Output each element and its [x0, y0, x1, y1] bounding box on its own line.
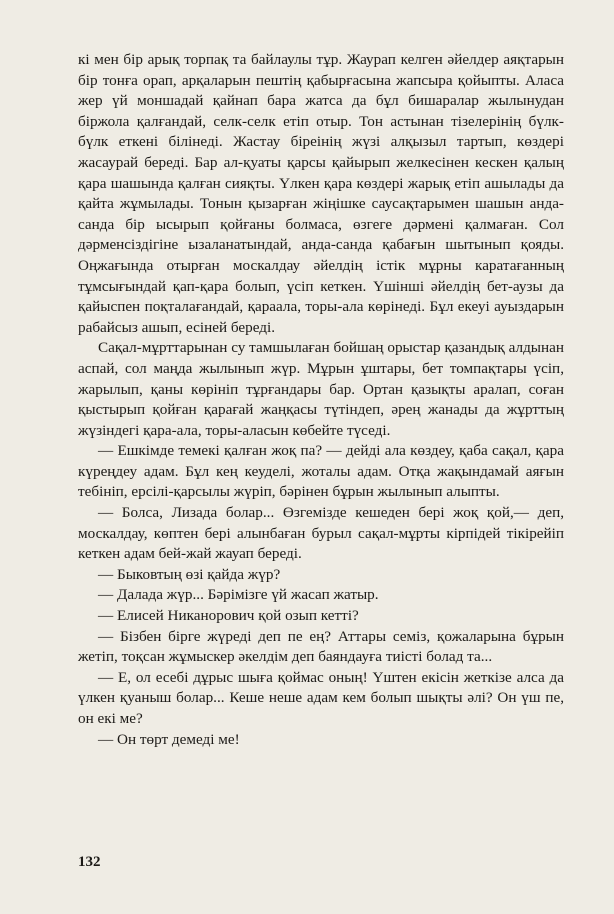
dialogue-line-4: — Далада жүр... Бәрімізге үй жасап жатыр.	[98, 586, 379, 604]
paragraph-2: Сақал-мұрттарынан су тамшылаған бойшаң орыстар қазандық алдынан аспай, сол маңда жылынып жүр. Мұрын ұштары, бет томпақтары үсіп, жарылып, қаны көрініп тұрғандары бар. Ортан қазықты аралап, соған қыстырып қойған қарағай жаңқасы түтіндеп, әрең жанады да жұрттың жүзіндегі қара-ала, торы-аласын көбейте түседі.	[78, 339, 564, 439]
dialogue-line-6: — Бізбен бірге жүреді деп пе ең? Аттары семіз, қожаларына бұрын жетіп, тоқсан жұмыскер әкелдім деп баяндауға тиісті болад та...	[78, 627, 564, 666]
dialogue-line-5: — Елисей Никанорович қой озып кетті?	[98, 607, 359, 625]
dialogue-line-3: — Быковтың өзі қайда жүр?	[98, 565, 281, 583]
page-body-text	[78, 50, 564, 750]
paragraph-1: кі мен бір арық торпақ та байлаулы тұр. Жаурап келген әйелдер аяқтарын бір тонға орап, арқаларын пештің қабырғасына жапсыра қойыпты. Аласа жер үй моншадай қайнап бара жатса да бұл бишаралар жылынудан біржола қалғандай, селк-селк етіп отыр. Тон астынан тізелерінің бүлк-бүлк еткені білінеді. Жастау біреінің жүзі алқызыл тартып, көздері жасаурай береді. Бар ал-қуаты қарсы қайырып желкесінен кескен қалың қара шашында қалған сияқты. Үлкен қара көздері жарық етіп ашылады да қайта жұмылады. Тонын қызарған жіңішке саусақтарымен шашын анда-санда бір ысырып қойғаны болмаса, өзгеге дәрмені қалмаған. Сол дәрменсіздігіне ызаланатындай, анда-санда қабағын шытынып қояды. Оңжағында отырған москалдау әйелдің істік мұрны каратағанның тұмсығындай қап-қара болып, үсіп кеткен. Үшінші әйелдің бет-аузы да қайыспен поқталағандай, қараала, торы-ала көрінеді. Бұл екеуі ауыздарын рабайсыз ашып, есіней береді.	[78, 51, 564, 336]
dialogue-line-8: — Он төрт демеді ме!	[98, 730, 240, 748]
page-number: 132	[78, 854, 101, 870]
dialogue-line-2: — Болса, Лизада болар... Өзгемізде кешеден бері жоқ қой,— деп, москалдау, көптен бері алынбаған бурыл сақал-мұрты кірпідей тікірейіп кеткен адам бей-жай жауап береді.	[78, 504, 564, 563]
dialogue-line-1: — Ешкімде темекі қалған жоқ па? — дейді ала көздеу, қаба сақал, қара күреңдеу адам. Бұл кең кеуделі, жоталы адам. Отқа жақындамай аяғын тебініп, ерсілі-қарсылы жүріп, бәрінен бұрын жылынып алыпты.	[78, 442, 564, 501]
dialogue-line-7: — Е, ол есебі дұрыс шыға қоймас оның! Үштен екісін жеткізе алса да үлкен қуаныш болар... Кеше неше адам кем болып шықты әлі? Он үш пе, он екі ме?	[78, 668, 564, 727]
